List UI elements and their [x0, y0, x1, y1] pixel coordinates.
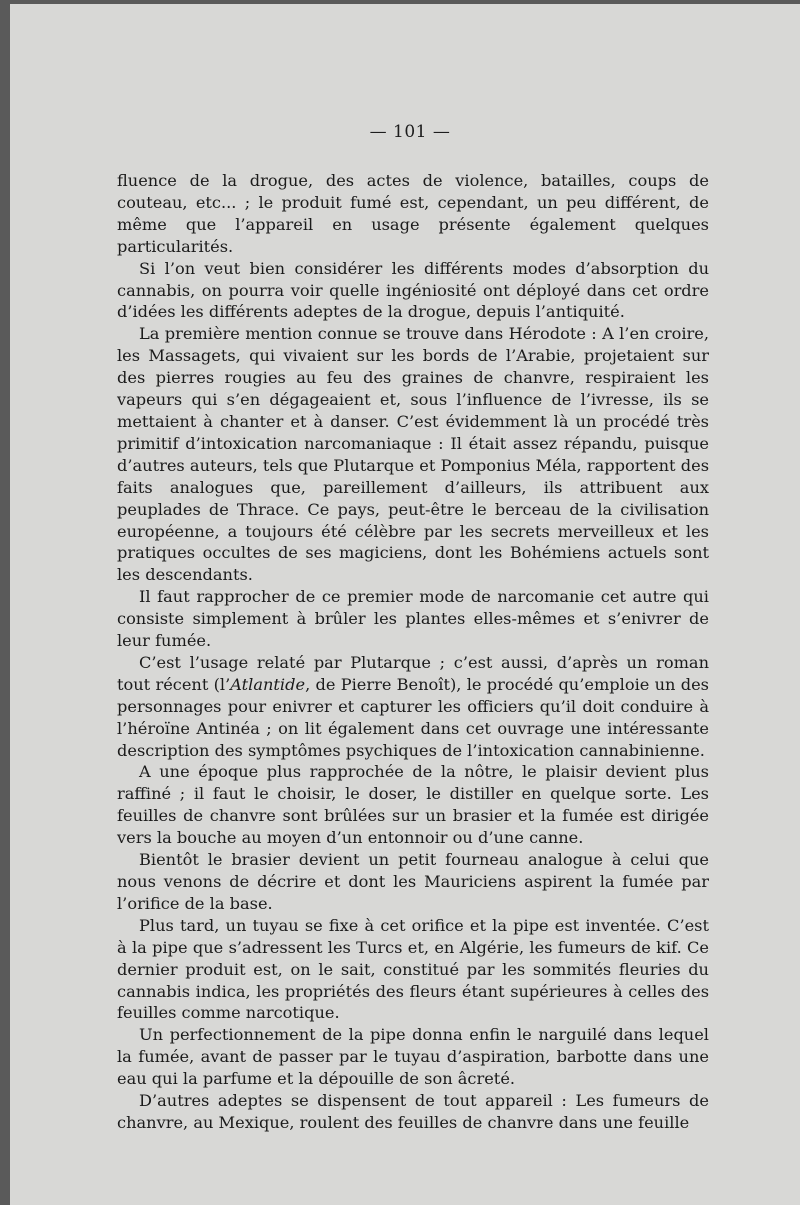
paragraph-4: Il faut rapprocher de ce premier mode de narcomanie cet autre qui consiste simplement à brûler les plantes elles-mêmes et s’enivrer de leur fumée. — [117, 587, 709, 651]
paragraph-7: Bientôt le brasier devient un petit fourneau analogue à celui que nous venons de décrire et dont les Mauriciens aspirent la fumée par l’orifice de la base. — [117, 850, 709, 913]
paragraph-5 — [117, 652, 709, 762]
paragraph-9: Un perfectionnement de la pipe donna enfin le narguilé dans lequel la fumée, avant de passer par le tuyau d’aspiration, barbotte dans une eau qui la parfume et la dépouille de son âcreté. — [117, 1025, 709, 1089]
paragraph-5-after: , de Pierre Benoît), le procédé qu’emploie un des personnages pour enivrer et capturer les officiers qu’il doit conduire à l’héroïne Antinéa ; on lit également dans cet ouvrage une intéressante description des symptômes psychiques de l’intoxication cannabinienne. — [117, 674, 709, 760]
paragraph-8: Plus tard, un tuyau se fixe à cet orifice et la pipe est inventée. C’est à la pipe que s’adressent les Turcs et, en Algérie, les fumeurs de kif. Ce dernier produit est, on le sait, constitué par les sommités fleuries du cannabis indica, les propriétés des fleurs étant supérieures à celles des feuilles comme narcotique. — [117, 915, 709, 1023]
body-text — [117, 170, 709, 1134]
paragraph-6: A une époque plus rapprochée de la nôtre, le plaisir devient plus raffiné ; il faut le choisir, le doser, le distiller en quelque sorte. Les feuilles de chanvre sont brûlées sur un brasier et la fumée est dirigée vers la bouche au moyen d’un entonnoir ou d’une canne. — [117, 762, 709, 848]
paragraph-3: La première mention connue se trouve dans Hérodote : A l’en croire, les Massagets, qui vivaient sur les bords de l’Arabie, projetaient sur des pierres rougies au feu des graines de chanvre, respiraient les vapeurs qui s’en dégageaient et, sous l’influence de l’ivresse, ils se mettaient à chanter et à danser. C’est évidemment là un procédé très primitif d’intoxication narcomaniaque : Il était assez répandu, puisque d’autres auteurs, tels que Plutarque et Pomponius Méla, rapportent des faits analogues que, pareillement d’ailleurs, ils attribuent aux peuplades de Thrace. Ce pays, peut-être le berceau de la civilisation européenne, a toujours été célèbre par les secrets merveilleux et les pratiques occultes de ses magiciens, dont les Bohémiens actuels sont les descendants. — [117, 324, 709, 585]
paragraph-5-before: C’est l’usage relaté par Plutarque ; c’est aussi, d’après un roman tout récent (l’ — [117, 652, 709, 694]
paragraph-2: Si l’on veut bien considérer les différents modes d’absorption du cannabis, on pourra voir quelle ingéniosité ont déployé dans cet ordre d’idées les différents adeptes de la drogue, depuis l’antiquité. — [117, 258, 709, 322]
book-page — [10, 4, 800, 1205]
page-number-header: — 101 — — [369, 122, 451, 142]
paragraph-10: D’autres adeptes se dispensent de tout appareil : Les fumeurs de chanvre, au Mexique, roulent des feuilles de chanvre dans une feuille — [117, 1091, 709, 1132]
book-title-italic: Atlantide — [230, 674, 306, 694]
paragraph-1: fluence de la drogue, des actes de violence, batailles, coups de couteau, etc... ; le produit fumé est, cependant, un peu différent, de même que l’appareil en usage présente également quelques particularités. — [117, 171, 709, 256]
